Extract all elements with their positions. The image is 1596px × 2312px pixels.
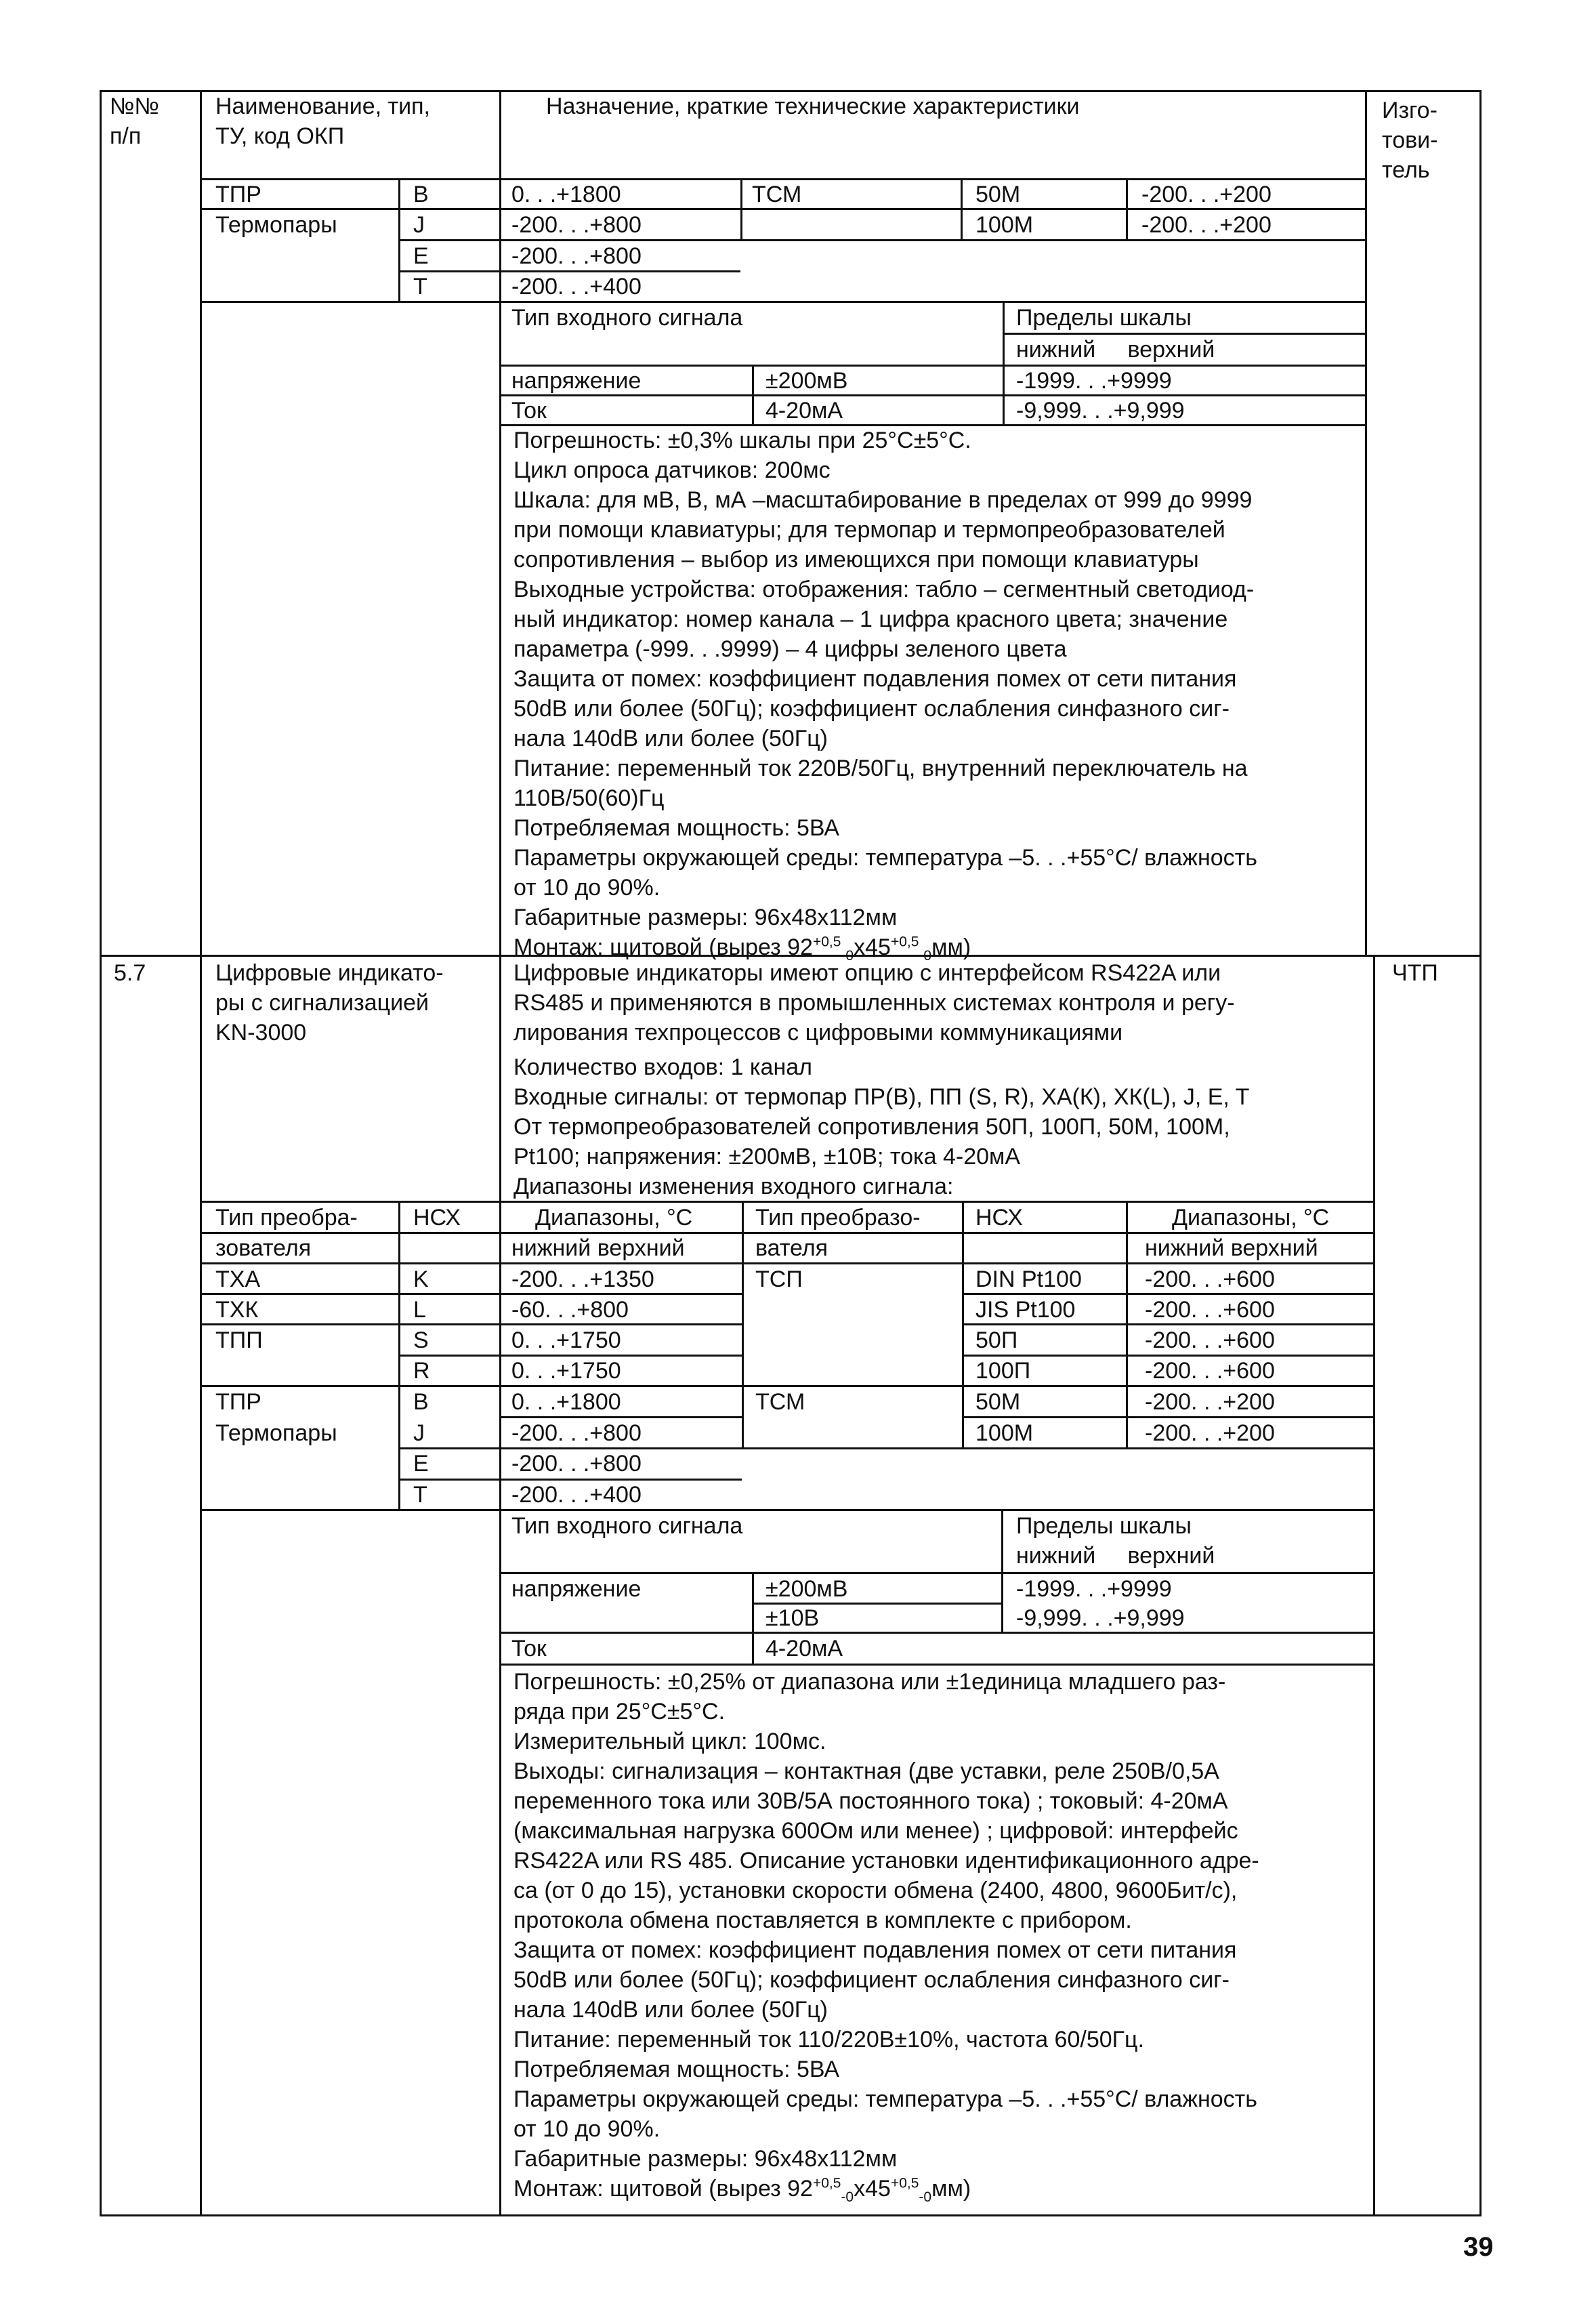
cell: 50М <box>975 182 1021 207</box>
cell: 100М <box>975 1420 1034 1446</box>
page-number: 39 <box>1463 2232 1494 2262</box>
item-number: 5.7 <box>114 960 146 986</box>
cell: 4-20мА <box>765 1636 843 1661</box>
header-maker: Изго- тови- тель <box>1382 98 1438 183</box>
cell: B <box>413 1389 429 1415</box>
cell: -200. . .+800 <box>511 212 642 238</box>
cell: -200. . .+600 <box>1145 1297 1275 1323</box>
cell: напряжение <box>511 1576 642 1602</box>
cell: ±10В <box>765 1605 820 1631</box>
cell: нижний верхний <box>1016 337 1215 363</box>
cell: Тип преобра- <box>215 1205 358 1231</box>
cell: Пределы шкалы <box>1016 305 1192 331</box>
cell: ТСМ <box>752 182 802 207</box>
top-description: Погрешность: ±0,3% шкалы при 25°С±5°С. Цикл опроса датчиков: 200мс Шкала: для мВ, В, мА –масштабирование в пределах от 999 до 9999 при помощи клавиатуры; для термопар и термопреобразователей сопротивления – выбор из имеющихся при помощи клавиатуры Выходные устройства: отображения: табло – сегментный светодиод- ный индикатор: номер канала – 1 цифра красного цвета; значение параметра (-999. . .9999) – 4 цифры зеленого цвета Защита от помех: коэффициент подавления помех от сети питания 50dB или более (50Гц); коэффициент ослабления синфазного сиг- нала 140dB или более (50Гц) Питание: переменный ток 220В/50Гц, внутренний переключатель на 110В/50(60)Гц Потребляемая мощность: 5ВА Параметры окружающей среды: температура –5. . .+55°С/ влажность от 10 до 90%. Габаритные размеры: 96х48х112мм Монтаж: щитовой (вырез $92^{+0,5}_{-0}х45^{+0,5}_{-0}мм$) <box>513 428 1257 964</box>
cell: Ток <box>511 1636 547 1661</box>
cell: L <box>413 1297 426 1323</box>
cell: Пределы шкалы <box>1016 1513 1192 1539</box>
cell: S <box>413 1327 429 1353</box>
cell: JIS Pt100 <box>975 1297 1076 1323</box>
cell: Тип преобразо- <box>755 1205 921 1231</box>
cell: R <box>413 1358 430 1384</box>
cell: Ток <box>511 398 547 424</box>
cell: 0. . .+1750 <box>511 1327 621 1353</box>
header-purpose: Назначение, краткие технические характеристики <box>546 94 1080 119</box>
cell: нижний верхний <box>1145 1235 1318 1261</box>
cell: ТСП <box>755 1266 803 1292</box>
item-description: Погрешность: ±0,25% от диапазона или ±1единица младшего раз- ряда при 25°С±5°С. Измерительный цикл: 100мс. Выходы: сигнализация – контактная (две уставки, реле 250В/0,5А переменного тока или 30В/5А постоянного тока) ; токовый: 4-20мА (максимальная нагрузка 600Ом или менее) ; цифровой: интерфейс RS422A или RS 485. Описание установки идентификационного адре- са (от 0 до 15), установки скорости обмена (2400, 4800, 9600Бит/с), протокола обмена поставляется в комплекте с прибором. Защита от помех: коэффициент подавления помех от сети питания 50dB или более (50Гц); коэффициент ослабления синфазного сиг- нала 140dB или более (50Гц) Питание: переменный ток 110/220В±10%, частота 60/50Гц. Потребляемая мощность: 5ВА Параметры окружающей среды: температура –5. . .+55°С/ влажность от 10 до 90%. Габаритные размеры: 96х48х112мм Монтаж: щитовой (вырез $92^{+0,5}_{-0}х45^{+0,5}_{-0}мм$) <box>513 1669 1259 2205</box>
cell: 100М <box>975 212 1034 238</box>
cell: ТСМ <box>755 1389 805 1415</box>
cell: НСХ <box>975 1205 1023 1231</box>
cell: 0. . .+1800 <box>511 182 621 207</box>
mount-line: Монтаж: щитовой (вырез $92^{+0,5}_{-0}х45^{+0,5}_{-0}мм$) <box>513 2175 971 2205</box>
mount-line: Монтаж: щитовой (вырез $92^{+0,5}_{-0}х45^{+0,5}_{-0}мм$) <box>513 934 971 964</box>
header-num: №№ п/п <box>110 94 159 149</box>
cell: -9,999. . .+9,999 <box>1016 1605 1185 1631</box>
cell: -200. . .+400 <box>511 274 642 300</box>
cell: вателя <box>755 1235 828 1261</box>
cell: -1999. . .+9999 <box>1016 368 1172 394</box>
item-details: Количество входов: 1 канал Входные сигналы: от термопар ПР(В), ПП (S, R), ХА(К), ХК(L), J, E, T От термопреобразователей сопротивления 50П, 100П, 50М, 100М, Pt100; напряжения: ±200мВ, ±10В; тока 4-20мА Диапазоны изменения входного сигнала: <box>513 1054 1250 1199</box>
cell: E <box>413 243 429 269</box>
cell: -60. . .+800 <box>511 1297 629 1323</box>
cell: T <box>413 1482 427 1508</box>
cell: ±200мВ <box>765 1576 848 1602</box>
cell: ±200мВ <box>765 368 848 394</box>
cell: E <box>413 1451 429 1477</box>
cell: K <box>413 1266 429 1292</box>
cell: B <box>413 182 429 207</box>
cell: Термопары <box>215 212 337 238</box>
cell: -200. . .+600 <box>1145 1358 1275 1384</box>
cell: 0. . .+1800 <box>511 1389 621 1415</box>
cell: нижний верхний <box>1016 1543 1215 1569</box>
cell: Диапазоны, °С <box>535 1205 693 1231</box>
cell: зователя <box>215 1235 312 1261</box>
cell: 0. . .+1750 <box>511 1358 621 1384</box>
cell: напряжение <box>511 368 642 394</box>
item-name: Цифровые индикато- ры с сигнализацией KN-3000 <box>215 960 444 1046</box>
cell: -200. . .+1350 <box>511 1266 654 1292</box>
cell: 50М <box>975 1389 1021 1415</box>
cell: -200. . .+800 <box>511 1420 642 1446</box>
cell: Тип входного сигнала <box>511 305 743 331</box>
cell: DIN Pt100 <box>975 1266 1082 1292</box>
cell: -200. . .+800 <box>511 243 642 269</box>
cell: -200. . .+200 <box>1145 1420 1275 1446</box>
cell: -1999. . .+9999 <box>1016 1576 1172 1602</box>
cell: -200. . .+800 <box>511 1451 642 1477</box>
cell: -200. . .+200 <box>1141 182 1272 207</box>
cell: нижний верхний <box>511 1235 685 1261</box>
cell: Термопары <box>215 1420 337 1446</box>
cell: -200. . .+400 <box>511 1482 642 1508</box>
item-intro: Цифровые индикаторы имеют опцию с интерфейсом RS422A или RS485 и применяются в промышленных системах контроля и регу- лирования техпроцессов с цифровыми коммуникациями <box>513 960 1235 1046</box>
cell: J <box>413 212 425 238</box>
item-maker: ЧТП <box>1392 960 1438 986</box>
cell: ТПП <box>215 1327 263 1353</box>
cell: Тип входного сигнала <box>511 1513 743 1539</box>
cell: -200. . .+600 <box>1145 1327 1275 1353</box>
cell: 50П <box>975 1327 1018 1353</box>
cell: ТПР <box>215 1389 261 1415</box>
cell: ТХК <box>215 1297 259 1323</box>
cell: Диапазоны, °С <box>1172 1205 1330 1231</box>
cell: -200. . .+200 <box>1141 212 1272 238</box>
cell: J <box>413 1420 425 1446</box>
cell: НСХ <box>413 1205 461 1231</box>
cell: ТПР <box>215 182 261 207</box>
cell: -9,999. . .+9,999 <box>1016 398 1185 424</box>
cell: T <box>413 274 427 300</box>
cell: -200. . .+200 <box>1145 1389 1275 1415</box>
cell: 4-20мА <box>765 398 843 424</box>
cell: 100П <box>975 1358 1031 1384</box>
cell: -200. . .+600 <box>1145 1266 1275 1292</box>
cell: ТХА <box>215 1266 261 1292</box>
header-name: Наименование, тип, ТУ, код ОКП <box>215 94 431 149</box>
